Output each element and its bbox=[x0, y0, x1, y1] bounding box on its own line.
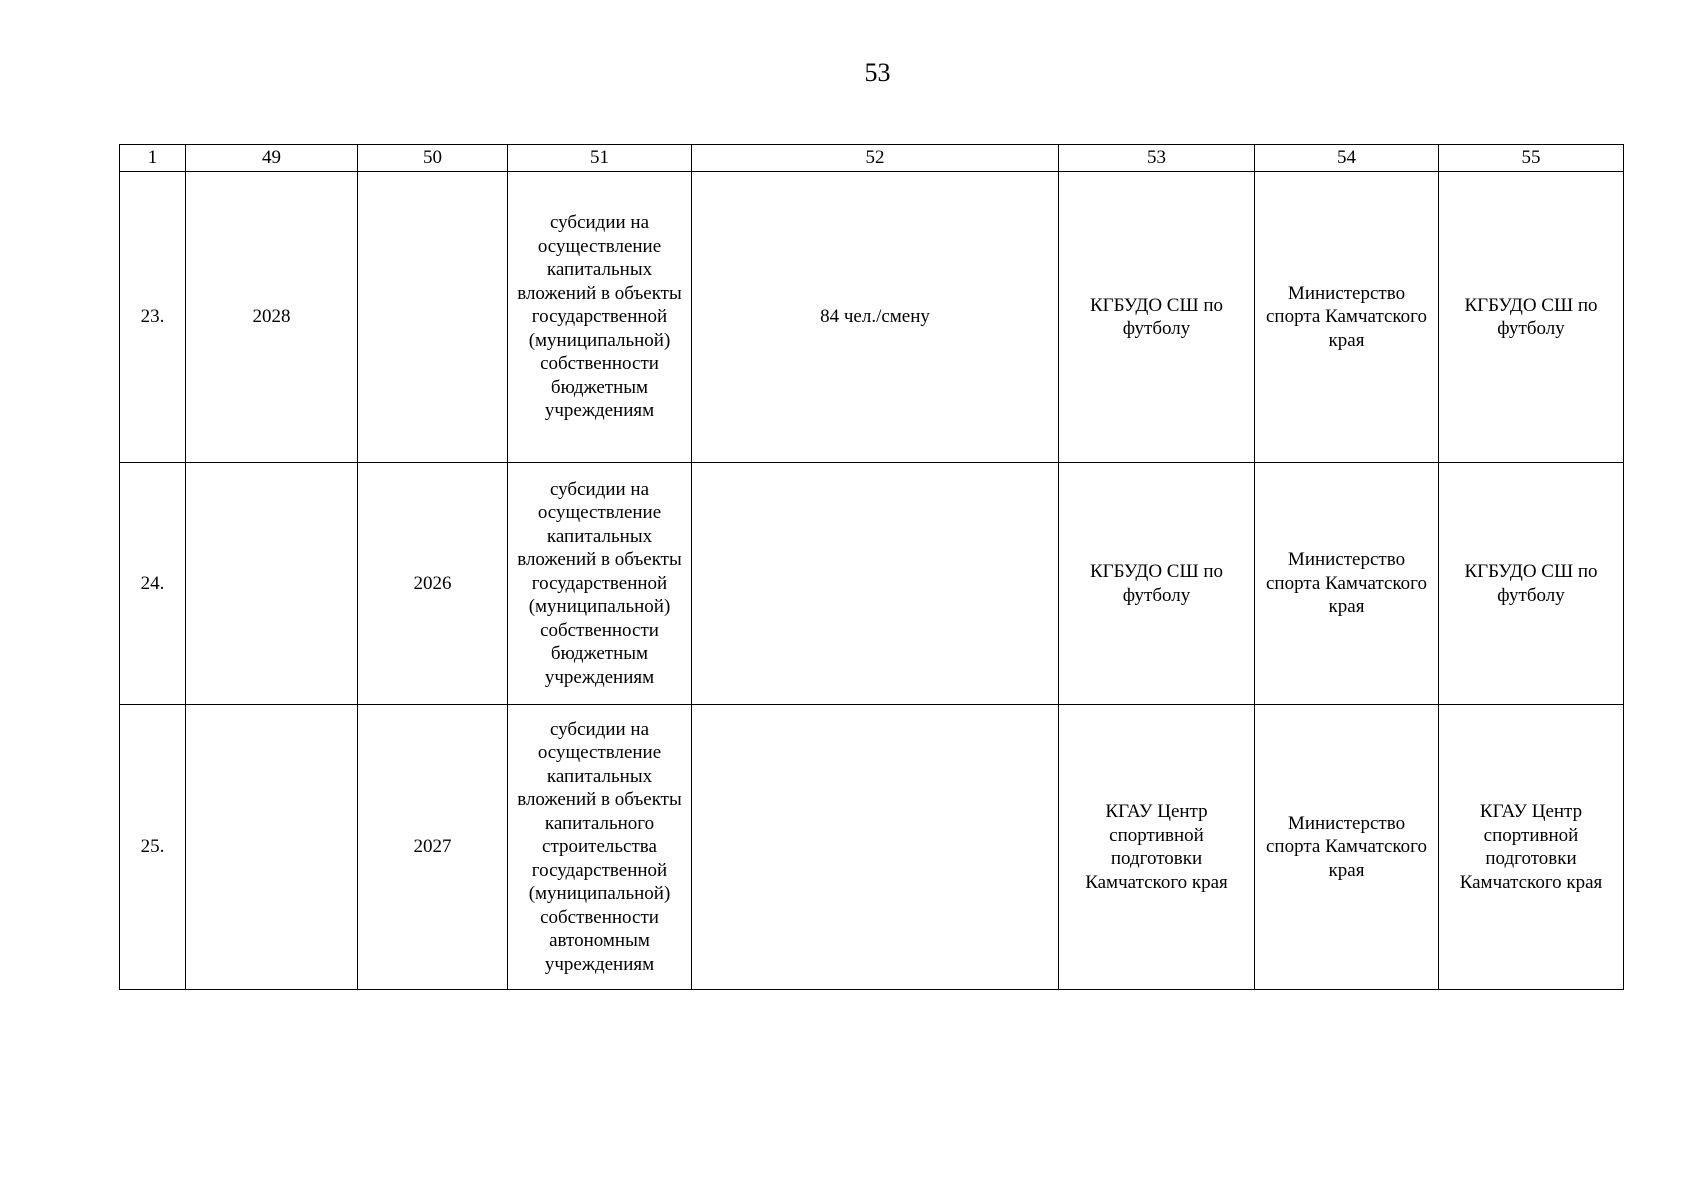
cell-53: КГБУДО СШ по футболу bbox=[1059, 463, 1255, 705]
cell-53: КГАУ Центр спортивной подготовки Камчатского края bbox=[1059, 705, 1255, 990]
column-header-52: 52 bbox=[692, 145, 1059, 172]
cell-52 bbox=[692, 705, 1059, 990]
cell-51: субсидии на осуществление капитальных вложений в объекты государственной (муниципальной) собственности бюджетным учреждениям bbox=[508, 172, 692, 463]
column-header-1: 1 bbox=[120, 145, 186, 172]
cell-51: субсидии на осуществление капитальных вложений в объекты капитального строительства государственной (муниципальной) собственности автономным учреждениям bbox=[508, 705, 692, 990]
cell-50: 2026 bbox=[358, 463, 508, 705]
cell-49 bbox=[186, 705, 358, 990]
page-number: 53 bbox=[864, 58, 891, 87]
row-number: 24. bbox=[120, 463, 186, 705]
cell-55: КГБУДО СШ по футболу bbox=[1439, 172, 1624, 463]
cell-52 bbox=[692, 463, 1059, 705]
column-header-51: 51 bbox=[508, 145, 692, 172]
cell-55: КГАУ Центр спортивной подготовки Камчатского края bbox=[1439, 705, 1624, 990]
cell-50: 2027 bbox=[358, 705, 508, 990]
column-header-49: 49 bbox=[186, 145, 358, 172]
cell-54: Министерство спорта Камчатского края bbox=[1255, 705, 1439, 990]
cell-52: 84 чел./смену bbox=[692, 172, 1059, 463]
column-header-54: 54 bbox=[1255, 145, 1439, 172]
cell-54: Министерство спорта Камчатского края bbox=[1255, 172, 1439, 463]
table-row bbox=[120, 172, 1624, 463]
cell-53: КГБУДО СШ по футболу bbox=[1059, 172, 1255, 463]
table-row bbox=[120, 705, 1624, 990]
cell-49: 2028 bbox=[186, 172, 358, 463]
cell-51: субсидии на осуществление капитальных вложений в объекты государственной (муниципальной) собственности бюджетным учреждениям bbox=[508, 463, 692, 705]
data-table bbox=[119, 144, 1624, 990]
column-header-50: 50 bbox=[358, 145, 508, 172]
cell-54: Министерство спорта Камчатского края bbox=[1255, 463, 1439, 705]
table-row bbox=[120, 463, 1624, 705]
table-header-row bbox=[120, 145, 1624, 172]
cell-49 bbox=[186, 463, 358, 705]
cell-55: КГБУДО СШ по футболу bbox=[1439, 463, 1624, 705]
column-header-55: 55 bbox=[1439, 145, 1624, 172]
column-header-53: 53 bbox=[1059, 145, 1255, 172]
row-number: 23. bbox=[120, 172, 186, 463]
row-number: 25. bbox=[120, 705, 186, 990]
cell-50 bbox=[358, 172, 508, 463]
